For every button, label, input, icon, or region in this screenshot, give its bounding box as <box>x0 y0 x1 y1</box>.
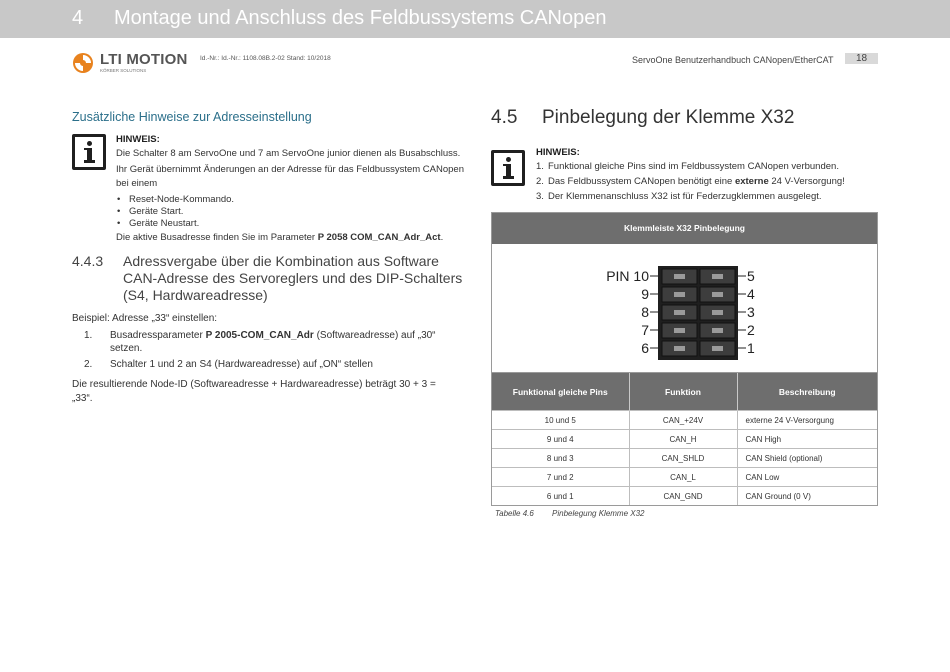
table-title: Klemmleiste X32 Pinbelegung <box>492 213 877 244</box>
chapter-title: Montage und Anschluss des Feldbussystems CANopen <box>114 7 607 29</box>
pin-label-left: 8 <box>641 304 649 320</box>
list-item: • Reset-Node-Kommando. <box>129 194 476 206</box>
procedure-steps <box>84 329 464 374</box>
column-header: Funktional gleiche Pins <box>492 373 629 411</box>
pin-label-right: 1 <box>747 340 755 356</box>
note-text-1: Die Schalter 8 am ServoOne und 7 am ServoOne junior dienen als Busabschluss. <box>116 148 461 159</box>
info-icon <box>491 150 525 186</box>
section-title: Adressvergabe über die Kombination aus Software CAN-Adresse des Servoreglers und des DIP-Schalters (S4, Hardwareadresse) <box>123 253 463 303</box>
table-row: 7 und 2 CAN_L CAN Low <box>492 468 877 487</box>
column-header: Beschreibung <box>737 373 877 411</box>
section-title: Pinbelegung der Klemme X32 <box>542 107 795 128</box>
pin-label-right: 4 <box>747 286 755 302</box>
note-label: HINWEIS: <box>116 134 160 145</box>
trigger-list <box>116 194 476 230</box>
pin-label-right: 5 <box>747 268 755 284</box>
chapter-number: 4 <box>72 7 84 29</box>
address-notes-heading: Zusätzliche Hinweise zur Adresseinstellung <box>72 110 312 124</box>
chapter-header-bar <box>0 0 950 38</box>
terminal-block-graphic <box>492 244 877 372</box>
pin-label-right: 2 <box>747 322 755 338</box>
parameter-name: P 2058 COM_CAN_Adr_Act <box>317 232 441 243</box>
note-item-2: 2. Das Feldbussystem CANopen benötigt eine externe 24 V-Versorgung! <box>536 176 845 187</box>
address-note <box>116 133 476 245</box>
info-icon <box>72 134 106 170</box>
table-header-row <box>492 373 877 411</box>
brand-tagline: KÖRBER SOLUTIONS <box>100 68 147 73</box>
table-caption <box>495 509 645 518</box>
brand-name: LTI MOTION <box>100 51 188 68</box>
result-text: Die resultierende Node-ID (Softwareadresse + Hardwareadresse) beträgt 30 + 3 = „33“. <box>72 379 436 404</box>
active-address-text: Die aktive Busadresse finden Sie im Parameter P 2058 COM_CAN_Adr_Act. <box>116 232 444 243</box>
pin-label-left: 7 <box>641 322 649 338</box>
note-text-2: Ihr Gerät übernimmt Änderungen an der Adresse für das Feldbussystem CANopen bei einem <box>116 164 464 189</box>
list-item: • Geräte Start. <box>129 206 476 218</box>
note-item-1: 1. Funktional gleiche Pins sind im Feldbussystem CANopen verbunden. <box>536 161 839 172</box>
manual-title: ServoOne Benutzerhandbuch CANopen/EtherCAT <box>632 55 834 65</box>
table-row: 6 und 1 CAN_GND CAN Ground (0 V) <box>492 487 877 506</box>
parameter-name: P 2005-COM_CAN_Adr <box>205 330 314 341</box>
step-2: 2. Schalter 1 und 2 an S4 (Hardwareadresse) auf „ON“ stellen <box>84 359 373 370</box>
pin-label-right: 3 <box>747 304 755 320</box>
pin-assignment-table <box>491 212 878 506</box>
table-row: 9 und 4 CAN_H CAN High <box>492 430 877 449</box>
caption-text: Pinbelegung Klemme X32 <box>552 509 645 518</box>
caption-number: Tabelle 4.6 <box>495 509 534 518</box>
lti-logo-icon <box>72 52 94 74</box>
example-intro: Beispiel: Adresse „33“ einstellen: <box>72 313 218 324</box>
pin-function-table <box>492 373 877 505</box>
table-row: 10 und 5 CAN_+24V externe 24 V-Versorgung <box>492 411 877 430</box>
list-item: • Geräte Neustart. <box>129 218 476 230</box>
table-row: 8 und 3 CAN_SHLD CAN Shield (optional) <box>492 449 877 468</box>
pin-label-left: 6 <box>641 340 649 356</box>
note-item-3: 3. Der Klemmenanschluss X32 ist für Federzugklemmen ausgelegt. <box>536 191 822 202</box>
pin-note <box>536 146 876 204</box>
column-header: Funktion <box>629 373 737 411</box>
step-1: 1. Busadressparameter P 2005-COM_CAN_Adr (Softwareadresse) auf „30“ setzen. <box>84 330 436 354</box>
section-number: 4.5 <box>491 107 518 128</box>
section-4-5-heading <box>491 107 795 129</box>
page-number: 18 <box>845 53 878 64</box>
document-id: Id.-Nr.: Id.-Nr.: 1108.08B.2-02 Stand: 10/2018 <box>200 55 331 62</box>
pin-label-left: 9 <box>641 286 649 302</box>
note-label: HINWEIS: <box>536 147 580 158</box>
pin-label-left: PIN 10 <box>606 268 649 284</box>
section-number: 4.4.3 <box>72 253 104 269</box>
terminal-x32-diagram <box>492 244 877 373</box>
